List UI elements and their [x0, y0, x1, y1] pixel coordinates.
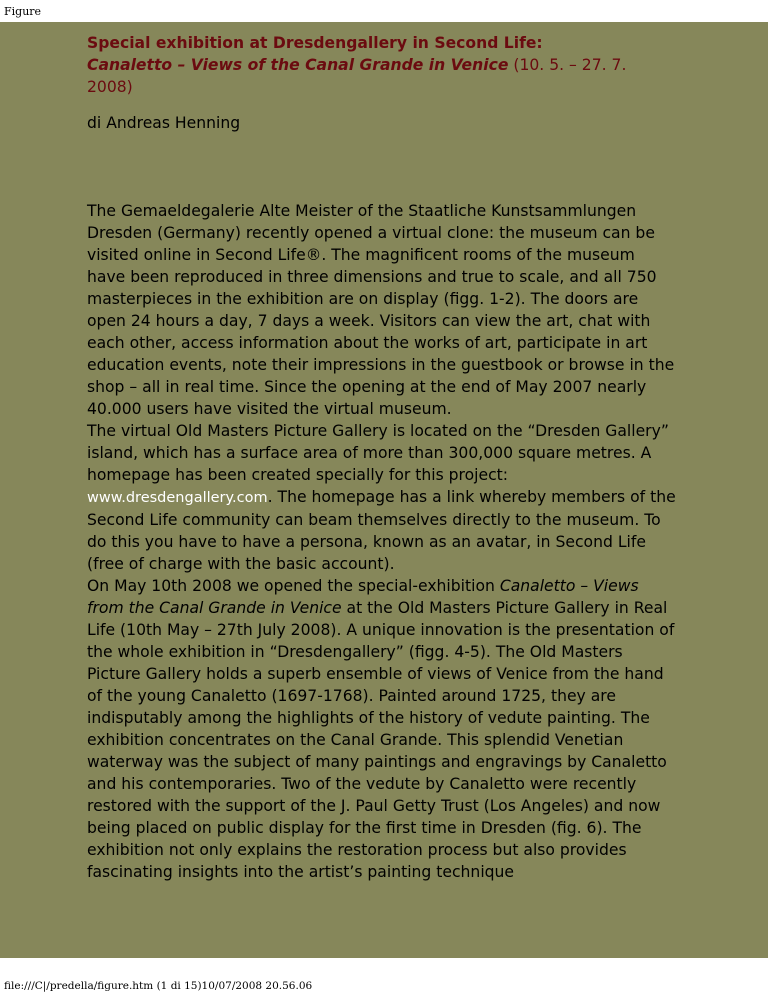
paragraph-exhibition-start: On May 10th 2008 we opened the special-exhibition — [87, 577, 500, 595]
article-title — [87, 32, 677, 98]
paragraph-exhibition-end: at the Old Masters Picture Gallery in Real Life (10th May – 27th July 2008). A unique innovation is the presentation of the whole exhibition in “Dresdengallery” (figg. 4-5). The Old Masters Picture Gallery holds a superb ensemble of views of Venice from the hand of the young Canaletto (1697-1768). Painted around 1725, they are indisputably among the highlights of the history of vedute painting. The exhibition concentrates on the Canal Grande. This splendid Venetian waterway was the subject of many paintings and engravings by Canaletto and his contemporaries. Two of the vedute by Canaletto were recently restored with the support of the J. Paul Getty Trust (Los Angeles) and now being placed on public display for the first time in Dresden (fig. 6). The exhibition not only explains the restoration process but also provides fascinating insights into the artist’s painting technique — [87, 599, 675, 881]
paragraph-intro-text: The Gemaeldegalerie Alte Meister of the Staatliche Kunstsammlungen Dresden (Germany) recently opened a virtual clone: the museum can be visited online in Second Life®. The magnificent rooms of the museum have been reproduced in three dimensions and true to scale, and all 750 masterpieces in the exhibition are on display (figg. 1-2). The doors are open 24 hours a day, 7 days a week. Visitors can view the art, chat with each other, access information about the works of art, participate in art education events, note their impressions in the guestbook or browse in the shop – all in real time. Since the opening at the end of May 2007 nearly 40.000 users have visited the virtual museum. — [87, 202, 675, 418]
print-footer — [0, 958, 768, 994]
paragraph-island-text: The virtual Old Masters Picture Gallery is located on the “Dresden Gallery” island, which has a surface area of more than 300,000 square metres. A homepage has been created specially for this project: — [87, 422, 669, 484]
paragraph-island-text-end: . The homepage has a link whereby members of the Second Life community can beam themselves directly to the museum. To do this you have to have a persona, known as an avatar, in Second Life (free of charge with the basic account). — [87, 488, 676, 573]
title-line: Special exhibition at Dresdengallery in Second Life: — [87, 34, 543, 52]
paragraph-exhibition — [87, 575, 677, 883]
exhibition-dates: (10. 5. – 27. 7. 2008) — [87, 56, 627, 96]
article-author: di Andreas Henning — [87, 114, 241, 132]
exhibition-title-italic: Canaletto – Views from the Canal Grande in Venice — [87, 577, 639, 617]
print-header — [0, 0, 768, 22]
dresdengallery-link[interactable]: www.dresdengallery.com — [87, 490, 268, 506]
footer-path: file:///C|/predella/figure.htm (1 di 15)10/07/2008 20.56.06 — [4, 980, 313, 992]
window-title: Figure — [4, 5, 42, 18]
exhibition-subtitle: Canaletto – Views of the Canal Grande in Venice — [87, 56, 509, 74]
paragraph-intro — [87, 200, 677, 575]
article-page — [0, 22, 768, 958]
article-content — [87, 32, 677, 883]
